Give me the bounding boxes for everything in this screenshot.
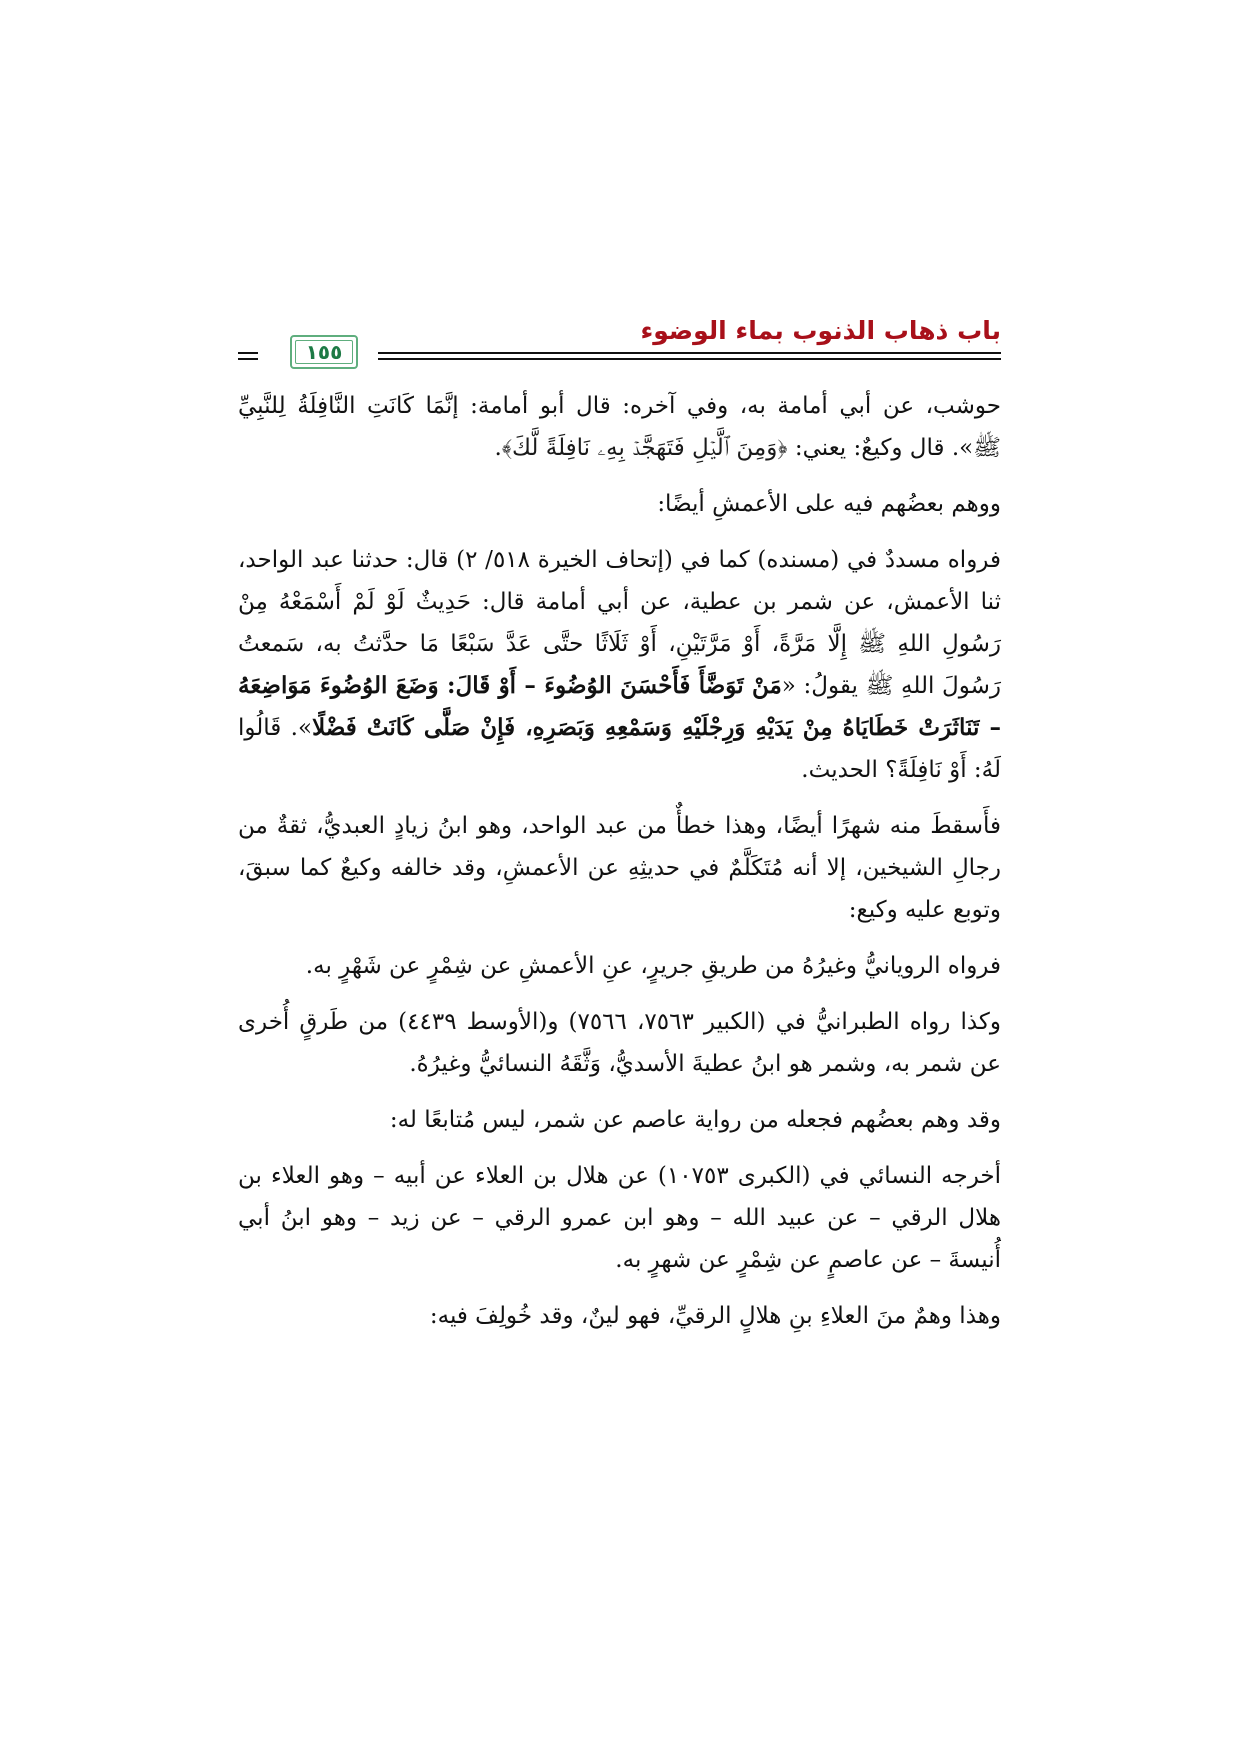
chapter-title: باب ذهاب الذنوب بماء الوضوء [640,316,1001,345]
paragraph-9: وهذا وهمٌ منَ العلاءِ بنِ هلالٍ الرقيِّ، فهو لينٌ، وقد خُولِفَ فيه: [429,1303,1001,1329]
paragraph-6: وكذا رواه الطبرانيُّ في (الكبير ٧٥٦٣، ٧٥٦٦) و(الأوسط ٤٤٣٩) من طَرقٍ أُخرى عن شمر به، وشمر هو ابنُ عطيةَ الأسديُّ، وَثَّقَهُ النسائيُّ وغيرُهُ. [238,1009,1001,1077]
paragraph-text: . [494,435,502,461]
paragraph-1 [238,385,1001,469]
paragraph-7: وقد وهم بعضُهم فجعله من رواية عاصم عن شمر، ليس مُتابعًا له: [389,1107,1001,1133]
paragraph-2: ووهم بعضُهم فيه على الأعمشِ أيضًا: [657,491,1001,517]
page-number: ١٥٥ [305,340,343,364]
paragraph-5: فرواه الرويانيُّ وغيرُهُ من طريقِ جريرٍ، عنِ الأعمشِ عن شِمْرٍ عن شَهْرٍ به. [305,953,1001,979]
paragraph-4: فأَسقطَ منه شهرًا أيضًا، وهذا خطأٌ من عبد الواحد، وهو ابنُ زيادٍ العبديُّ، ثقةٌ من رجالِ الشيخين، إلا أنه مُتَكَلَّمٌ في حديثِهِ عن الأعمشِ، وقد خالفه وكيعٌ كما سبقَ، وتوبع عليه وكيع: [238,813,1001,923]
paragraph-3 [238,539,1001,791]
page-body [238,385,1001,1351]
page-number-badge [290,335,358,369]
paragraph-text: حوشب، عن أبي أمامة به، وفي آخره: قال أبو أمامة: إنَّمَا كَانَتِ النَّافِلَةُ لِلنَّبِيِّ ﷺ». قال وكيعٌ: يعني: [238,393,1001,461]
page-header [238,312,1001,372]
hadith-text: مَنْ تَوَضَّأَ فَأَحْسَنَ الوُضُوءَ – أَوْ قَالَ: وَضَعَ الوُضُوءَ مَوَاضِعَهُ – تَنَاثَرَتْ خَطَايَاهُ مِنْ يَدَيْهِ وَرِجْلَيْهِ وَسَمْعِهِ وَبَصَرِهِ، فَإِنْ صَلَّى كَانَتْ فَضْلًا [238,672,1001,741]
paragraph-8: أخرجه النسائي في (الكبرى ١٠٧٥٣) عن هلال بن العلاء عن أبيه – وهو العلاء بن هلال الرقي – عن عبيد الله – وهو ابن عمرو الرقي – عن زيد – وهو ابنُ أبي أُنيسةَ – عن عاصمٍ عن شِمْرٍ عن شهرٍ به. [238,1163,1001,1273]
quran-verse: ﴿وَمِنَ ٱلَّيۡلِ فَتَهَجَّدۡ بِهِۦ نَافِلَةً لَّكَ﴾ [501,435,788,461]
paragraph-text: ». قَالُوا لَهُ: أَوْ نَافِلَةً؟ الحديث. [238,715,1001,783]
paragraph-text: فرواه مسددٌ في (مسنده) كما في (إتحاف الخيرة ٥١٨/ ٢) قال: حدثنا عبد الواحد، ثنا الأعمش، عن شمر بن عطية، عن أبي أمامة قال: حَدِيثٌ لَوْ لَمْ أَسْمَعْهُ مِنْ رَسُولِ اللهِ ﷺ إِلَّا مَرَّةً، أَوْ مَرَّتَيْنِ، أَوْ ثَلَاثًا حتَّى عَدَّ سَبْعًا مَا حدَّثتُ به، سَمعتُ رَسُولَ اللهِ ﷺ يقولُ: « [238,547,1002,699]
